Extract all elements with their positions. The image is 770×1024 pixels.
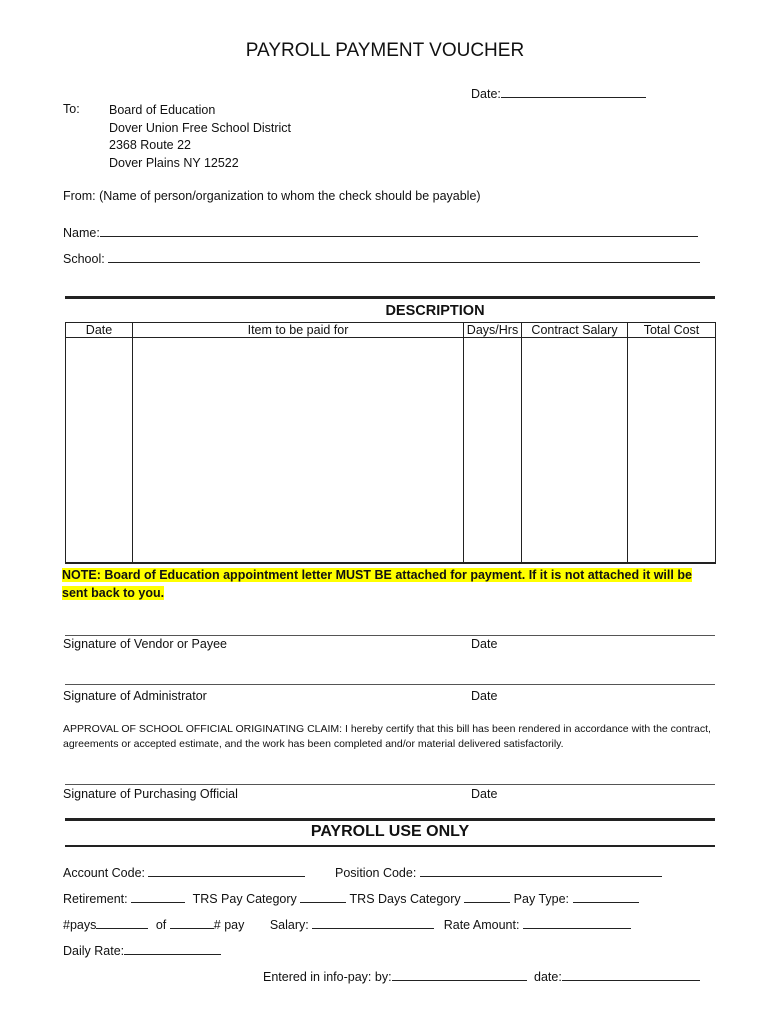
payroll-divider-top: [65, 818, 715, 821]
name-line[interactable]: [100, 224, 698, 237]
school-line[interactable]: [108, 250, 700, 263]
vendor-signature-label: Signature of Vendor or Payee: [63, 637, 228, 651]
to-address: [109, 102, 291, 172]
of-label: of: [155, 918, 167, 932]
cell-total-cost[interactable]: [628, 338, 716, 564]
table-row: [66, 338, 716, 564]
pay-type-label: Pay Type:: [513, 892, 570, 906]
account-code-label: Account Code:: [63, 866, 145, 880]
purchasing-date-label: Date: [471, 787, 498, 801]
position-code-label: Position Code:: [335, 866, 417, 880]
to-line-4: Dover Plains NY 12522: [109, 155, 239, 170]
note-line-1: NOTE: Board of Education appointment letter MUST BE attached for payment. If it is not attached it will be: [62, 568, 692, 582]
description-table: [65, 322, 716, 564]
entered-by-field[interactable]: [263, 968, 700, 984]
name-field[interactable]: [63, 224, 698, 240]
pay-label: # pay: [213, 918, 245, 932]
payroll-divider-bottom: [65, 845, 715, 847]
entered-date-label: date:: [534, 970, 562, 984]
vendor-date-label: Date: [471, 637, 498, 651]
cell-item[interactable]: [133, 338, 464, 564]
pays-label: #pays: [63, 918, 97, 932]
purchasing-signature-line[interactable]: [65, 784, 715, 785]
date-field[interactable]: [471, 85, 646, 101]
daily-rate-label: Daily Rate:: [63, 944, 125, 958]
to-line-2: Dover Union Free School District: [109, 120, 292, 135]
daily-rate-line[interactable]: [124, 942, 221, 955]
payroll-row-2: [63, 890, 639, 906]
to-label: To:: [63, 102, 80, 116]
payroll-row-3: [63, 916, 631, 932]
cell-days-hrs[interactable]: [464, 338, 522, 564]
retirement-label: Retirement:: [63, 892, 128, 906]
trs-pay-category-line[interactable]: [300, 890, 346, 903]
entered-by-line[interactable]: [392, 968, 527, 981]
rate-amount-line[interactable]: [523, 916, 631, 929]
pay-type-line[interactable]: [573, 890, 639, 903]
trs-pay-category-label: TRS Pay Category: [192, 892, 297, 906]
note-line-2: sent back to you.: [62, 586, 165, 600]
rate-amount-label: Rate Amount:: [443, 918, 520, 932]
cell-contract-salary[interactable]: [522, 338, 628, 564]
school-field[interactable]: [63, 250, 700, 266]
pays-line[interactable]: [96, 916, 148, 929]
entered-by-label: Entered in info-pay: by:: [263, 970, 392, 984]
position-code-line[interactable]: [420, 864, 662, 877]
to-line-3: 2368 Route 22: [109, 138, 192, 152]
approval-text-line-1: APPROVAL OF SCHOOL OFFICIAL ORIGINATING CLAIM: I hereby certify that this bill has been rendered in accordance with the contract,: [63, 723, 711, 735]
cell-date[interactable]: [66, 338, 133, 564]
school-label: School:: [63, 252, 105, 266]
trs-days-category-line[interactable]: [464, 890, 510, 903]
purchasing-signature-label: Signature of Purchasing Official: [63, 787, 238, 801]
entered-date-line[interactable]: [562, 968, 700, 981]
account-code-line[interactable]: [148, 864, 305, 877]
col-date: Date: [66, 323, 133, 338]
page-title: PAYROLL PAYMENT VOUCHER: [245, 40, 525, 61]
position-code-field[interactable]: [335, 864, 662, 880]
col-total-cost: Total Cost: [628, 323, 716, 338]
admin-signature-line[interactable]: [65, 684, 715, 685]
daily-rate-field[interactable]: [63, 942, 221, 958]
col-item: Item to be paid for: [133, 323, 464, 338]
vendor-signature-line[interactable]: [65, 635, 715, 636]
name-label: Name:: [63, 226, 100, 240]
date-line[interactable]: [501, 85, 646, 98]
account-code-field[interactable]: [63, 864, 305, 880]
date-label: Date:: [471, 87, 501, 101]
payroll-title: PAYROLL USE ONLY: [310, 823, 470, 840]
trs-days-category-label: TRS Days Category: [349, 892, 461, 906]
col-contract-salary: Contract Salary: [522, 323, 628, 338]
salary-label: Salary:: [269, 918, 309, 932]
of-line[interactable]: [170, 916, 214, 929]
approval-text-line-2: agreements or accepted estimate, and the work has been completed and/or material delivered satisfactorily.: [63, 738, 564, 750]
from-label: From: (Name of person/organization to whom the check should be payable): [63, 189, 481, 203]
admin-date-label: Date: [471, 689, 498, 703]
approval-text: [63, 722, 723, 752]
retirement-line[interactable]: [131, 890, 185, 903]
note-block: [62, 566, 702, 602]
admin-signature-label: Signature of Administrator: [63, 689, 207, 703]
to-line-1: Board of Education: [109, 103, 216, 117]
table-header-row: [66, 323, 716, 338]
description-divider: [65, 296, 715, 299]
col-days-hrs: Days/Hrs: [464, 323, 522, 338]
description-title: DESCRIPTION: [385, 303, 485, 319]
salary-line[interactable]: [312, 916, 434, 929]
